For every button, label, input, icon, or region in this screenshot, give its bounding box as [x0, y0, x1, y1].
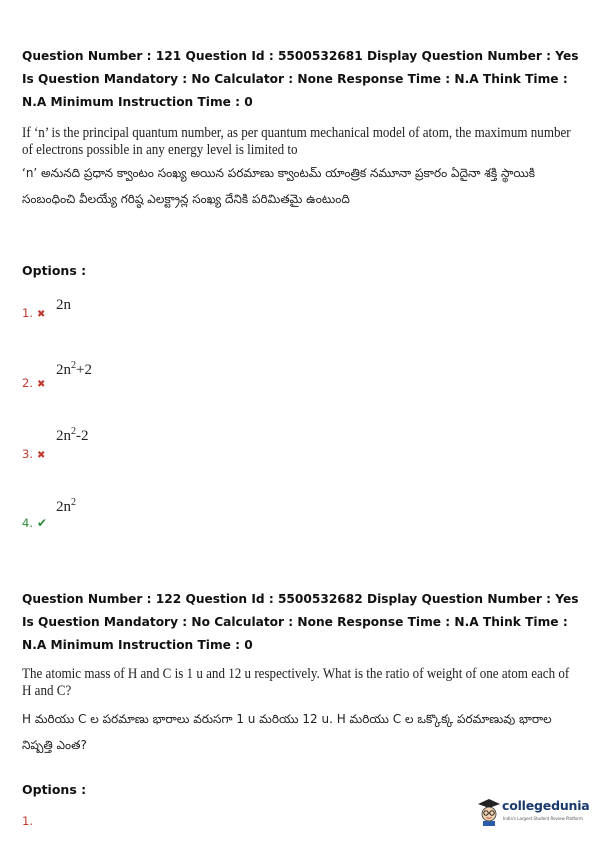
question-121-text-telugu: ‘n’ అనునది ప్రధాన క్వాంటం సంఖ్య అయిన పరమాణు క్వాంటమ్ యాంత్రిక నమూనా ప్రకారం ఏదైనా శక్తి స్థాయికి సంబంధించి వీలయ్యే గరిష్ఠ ఎలక్ట్రాన్ల సంఖ్య దేనికి పరిమితమై ఉంటుంది [22, 166, 536, 206]
q121-option-1-text: 2n [56, 297, 71, 313]
check-icon: ✔ [36, 516, 48, 530]
q121-option-2[interactable] [22, 372, 45, 391]
q121-option-4-text: $2n^2$ [56, 497, 76, 515]
q121-option-3-text: $2n^2-2$ [56, 426, 89, 444]
collegedunia-logo [476, 796, 588, 832]
question-121-options-label: Options : [22, 263, 87, 278]
question-122-text-telugu: H మరియు C ల పరమాణు భారాలు వరుసగా 1 u మరియు 12 u. H మరియు C ల ఒక్కొక్క పరమాణువు భారాల నిష్పత్తి ఎంత? [22, 712, 552, 752]
logo-name: collegedunia [502, 798, 590, 813]
cross-icon: ✖ [36, 450, 46, 461]
q121-option-2-text: $2n^2+2$ [56, 360, 92, 378]
logo-tagline: India's Largest Student Review Platform [503, 816, 583, 821]
q121-option-1[interactable] [22, 302, 45, 321]
option-number: 1. [22, 814, 33, 828]
q121-option-3[interactable] [22, 443, 45, 462]
option-number: 1. [22, 306, 33, 320]
option-number: 3. [22, 447, 33, 461]
question-121-meta: Question Number : 121 Question Id : 5500532681 Display Question Number : Yes Is Question Mandatory : No Calculator : None Response Time : N.A Think Time : N.A Minimum Instruction Time : 0 [22, 49, 579, 109]
q121-option-4[interactable] [22, 512, 47, 531]
option-number: 4. [22, 516, 33, 530]
option-number: 2. [22, 376, 33, 390]
question-122-text-english: The atomic mass of H and C is 1 u and 12 u respectively. What is the ratio of weight of one atom each of H and C? [22, 666, 570, 699]
question-122-meta: Question Number : 122 Question Id : 5500532682 Display Question Number : Yes Is Question Mandatory : No Calculator : None Response Time : N.A Think Time : N.A Minimum Instruction Time : 0 [22, 592, 579, 652]
question-122-options-label: Options : [22, 782, 87, 797]
q122-option-1[interactable] [22, 810, 33, 829]
student-mascot-icon [476, 796, 502, 826]
cross-icon: ✖ [36, 309, 46, 320]
cross-icon: ✖ [36, 379, 46, 390]
question-121-text-english: If ‘n’ is the principal quantum number, as per quantum mechanical model of atom, the maximum number of electrons possible in any energy level is limited to [22, 125, 571, 158]
